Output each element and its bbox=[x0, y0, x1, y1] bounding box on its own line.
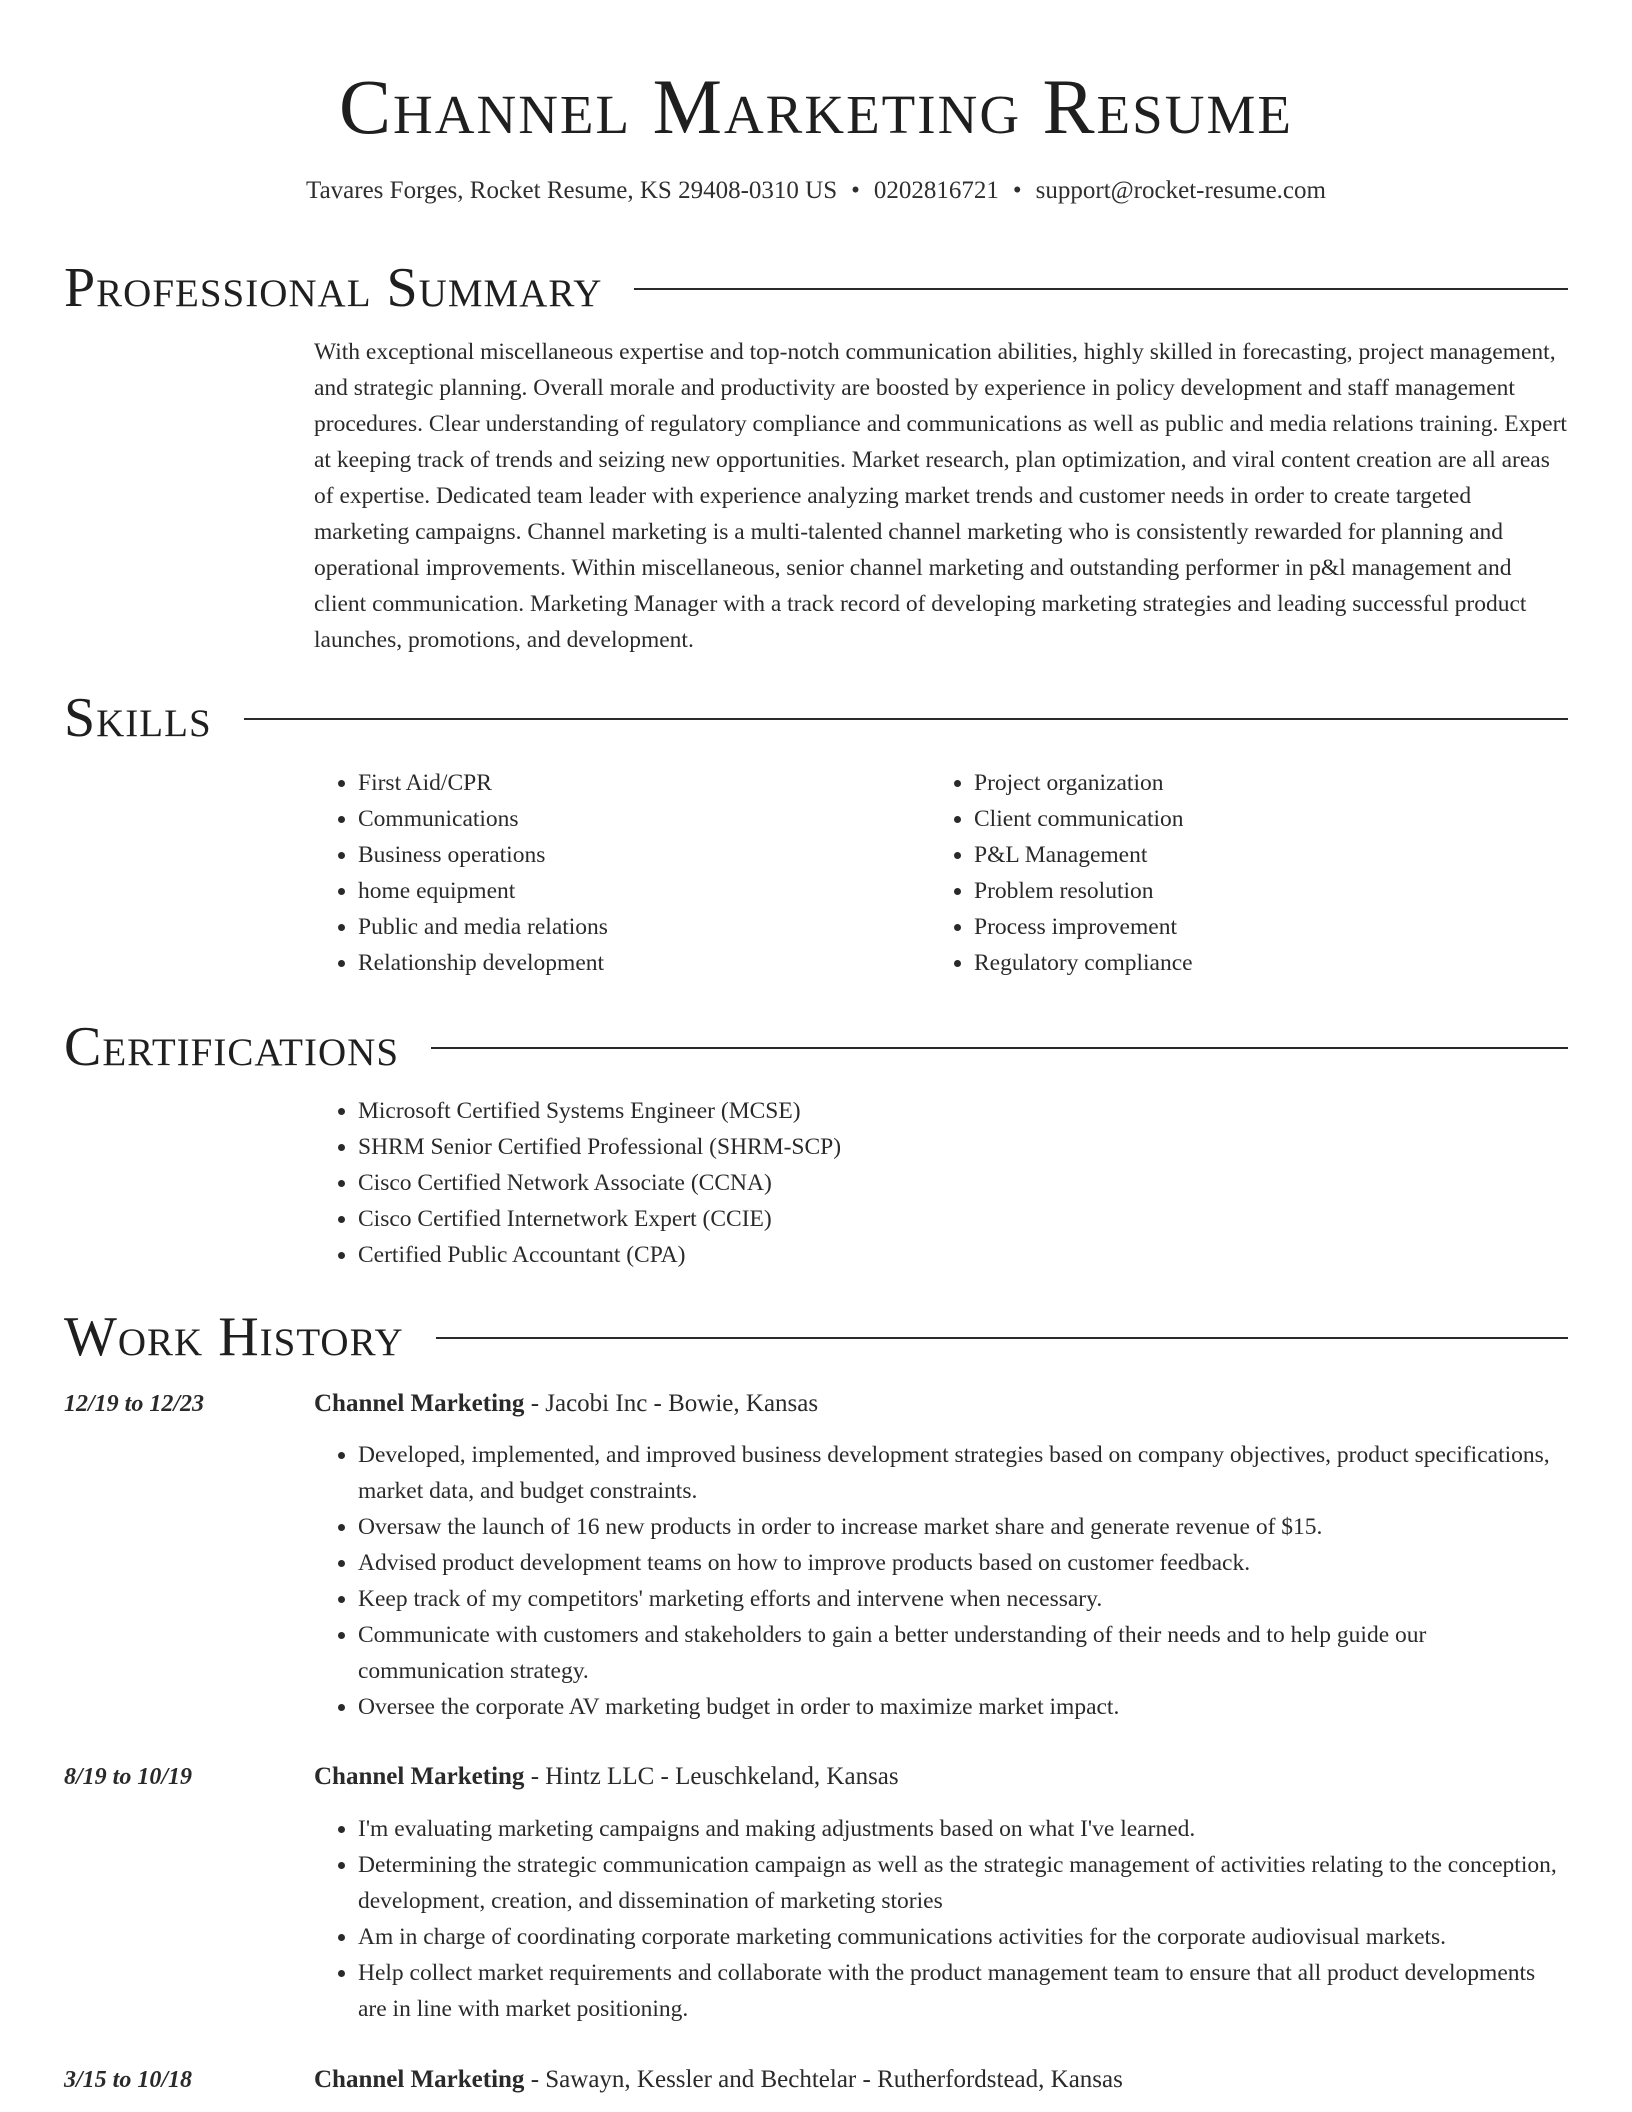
job-bullets-block bbox=[314, 1811, 1568, 2027]
job-bullet: • Advised product development teams on how to improve products based on customer feedback. bbox=[358, 1545, 1568, 1581]
skill-item: • Regulatory compliance bbox=[974, 945, 1546, 981]
certification-item: • Microsoft Certified Systems Engineer (MCSE) bbox=[358, 1093, 1568, 1129]
section-divider bbox=[244, 718, 1568, 720]
contact-phone: 0202816721 bbox=[873, 177, 999, 204]
job-title-line bbox=[314, 1759, 1568, 1795]
section-heading: Skills bbox=[64, 687, 212, 749]
job-bullet: • Am in charge of coordinating corporate marketing communications activities for the corporate audiovisual markets. bbox=[358, 1919, 1568, 1955]
certification-item: • Cisco Certified Internetwork Expert (CCIE) bbox=[358, 1201, 1568, 1237]
skill-item: • Process improvement bbox=[974, 909, 1546, 945]
section-summary-header bbox=[64, 253, 1568, 323]
job-bullets bbox=[314, 1811, 1568, 2027]
section-heading: Certifications bbox=[64, 1016, 400, 1078]
job-bullet: • Help collect market requirements and collaborate with the product management team to ensure that all product developments are in line with market positioning. bbox=[358, 1955, 1568, 2027]
certification-item: • SHRM Senior Certified Professional (SHRM-SCP) bbox=[358, 1129, 1568, 1165]
job-bullets-block bbox=[314, 1437, 1568, 1725]
job-role: Channel Marketing bbox=[314, 1390, 525, 1417]
job-dates: 3/15 to 10/18 bbox=[64, 2067, 193, 2093]
skill-item: • Problem resolution bbox=[974, 873, 1546, 909]
section-divider bbox=[634, 288, 1568, 290]
certification-item: • Certified Public Accountant (CPA) bbox=[358, 1237, 1568, 1273]
skills-column-right bbox=[930, 765, 1546, 981]
section-heading: Professional Summary bbox=[64, 257, 603, 319]
section-divider bbox=[431, 1047, 1568, 1049]
section-divider bbox=[436, 1337, 1568, 1339]
skill-item: • P&L Management bbox=[974, 837, 1546, 873]
summary-block bbox=[314, 334, 1568, 658]
job-bullets bbox=[314, 1437, 1568, 1725]
contact-email[interactable]: support@rocket-resume.com bbox=[1035, 177, 1326, 204]
section-heading: Work History bbox=[64, 1306, 404, 1368]
contact-address: Tavares Forges, Rocket Resume, KS 29408-0310 US bbox=[306, 177, 838, 204]
resume-title: Channel Marketing Resume bbox=[339, 63, 1293, 150]
section-certifications-header bbox=[64, 1012, 1568, 1082]
skill-item: • Client communication bbox=[974, 801, 1546, 837]
skill-item: • Public and media relations bbox=[358, 909, 930, 945]
job-dates: 8/19 to 10/19 bbox=[64, 1764, 193, 1790]
skills-grid bbox=[314, 765, 1568, 981]
job-dates: 12/19 to 12/23 bbox=[64, 1391, 205, 1417]
section-skills-header bbox=[64, 683, 1568, 753]
skill-item: • Relationship development bbox=[358, 945, 930, 981]
job-title-line bbox=[314, 2062, 1568, 2098]
skill-item: • Project organization bbox=[974, 765, 1546, 801]
job-bullet: • I'm evaluating marketing campaigns and making adjustments based on what I've learned. bbox=[358, 1811, 1568, 1847]
contact-separator: • bbox=[851, 177, 860, 204]
contact-separator: • bbox=[1012, 177, 1022, 204]
job-details: - Jacobi Inc - Bowie, Kansas bbox=[524, 1390, 819, 1417]
skills-list-left bbox=[314, 765, 930, 981]
job-bullet: • Oversaw the launch of 16 new products in order to increase market share and generate revenue of $15. bbox=[358, 1509, 1568, 1545]
skills-block bbox=[314, 765, 1568, 981]
job-bullet: • Oversee the corporate AV marketing budget in order to maximize market impact. bbox=[358, 1689, 1568, 1725]
contact-line bbox=[0, 174, 1632, 208]
summary-text: With exceptional miscellaneous expertise and top-notch communication abilities, highly skilled in forecasting, project management, and strategic planning. Overall morale and productivity are boosted by experience in policy development and staff management procedures. Clear understanding of regulatory compliance and communications as well as public and media relations training. Expert at keeping track of trends and seizing new opportunities. Market research, plan optimization, and viral content creation are all areas of expertise. Dedicated team leader with experience analyzing market trends and customer needs in order to create targeted marketing campaigns. Channel marketing is a multi-talented channel marketing who is consistently rewarded for planning and operational improvements. Within miscellaneous, senior channel marketing and outstanding performer in p&l management and client communication. Marketing Manager with a track record of developing marketing strategies and leading successful product launches, promotions, and development. bbox=[314, 339, 1567, 653]
skills-column-left bbox=[314, 765, 930, 981]
job-bullet: • Developed, implemented, and improved business development strategies based on company objectives, product specifications, market data, and budget constraints. bbox=[358, 1437, 1568, 1509]
section-work-header bbox=[64, 1302, 1568, 1372]
job-details: - Hintz LLC - Leuschkeland, Kansas bbox=[524, 1763, 899, 1790]
job-role: Channel Marketing bbox=[314, 2066, 525, 2093]
job-title-line bbox=[314, 1386, 1568, 1422]
skills-list-right bbox=[930, 765, 1546, 981]
certification-item: • Cisco Certified Network Associate (CCNA) bbox=[358, 1165, 1568, 1201]
job-bullet: • Determining the strategic communication campaign as well as the strategic management of activities relating to the conception, development, creation, and dissemination of marketing stories bbox=[358, 1847, 1568, 1919]
job-bullet: • Keep track of my competitors' marketing efforts and intervene when necessary. bbox=[358, 1581, 1568, 1617]
job-role: Channel Marketing bbox=[314, 1763, 525, 1790]
certifications-block bbox=[314, 1093, 1568, 1273]
skill-item: • Communications bbox=[358, 801, 930, 837]
skill-item: • Business operations bbox=[358, 837, 930, 873]
job-details: - Sawayn, Kessler and Bechtelar - Rutherfordstead, Kansas bbox=[524, 2066, 1123, 2093]
skill-item: • home equipment bbox=[358, 873, 930, 909]
skill-item: • First Aid/CPR bbox=[358, 765, 930, 801]
certifications-list bbox=[314, 1093, 1568, 1273]
job-bullet: • Communicate with customers and stakeholders to gain a better understanding of their needs and to help guide our communication strategy. bbox=[358, 1617, 1568, 1689]
